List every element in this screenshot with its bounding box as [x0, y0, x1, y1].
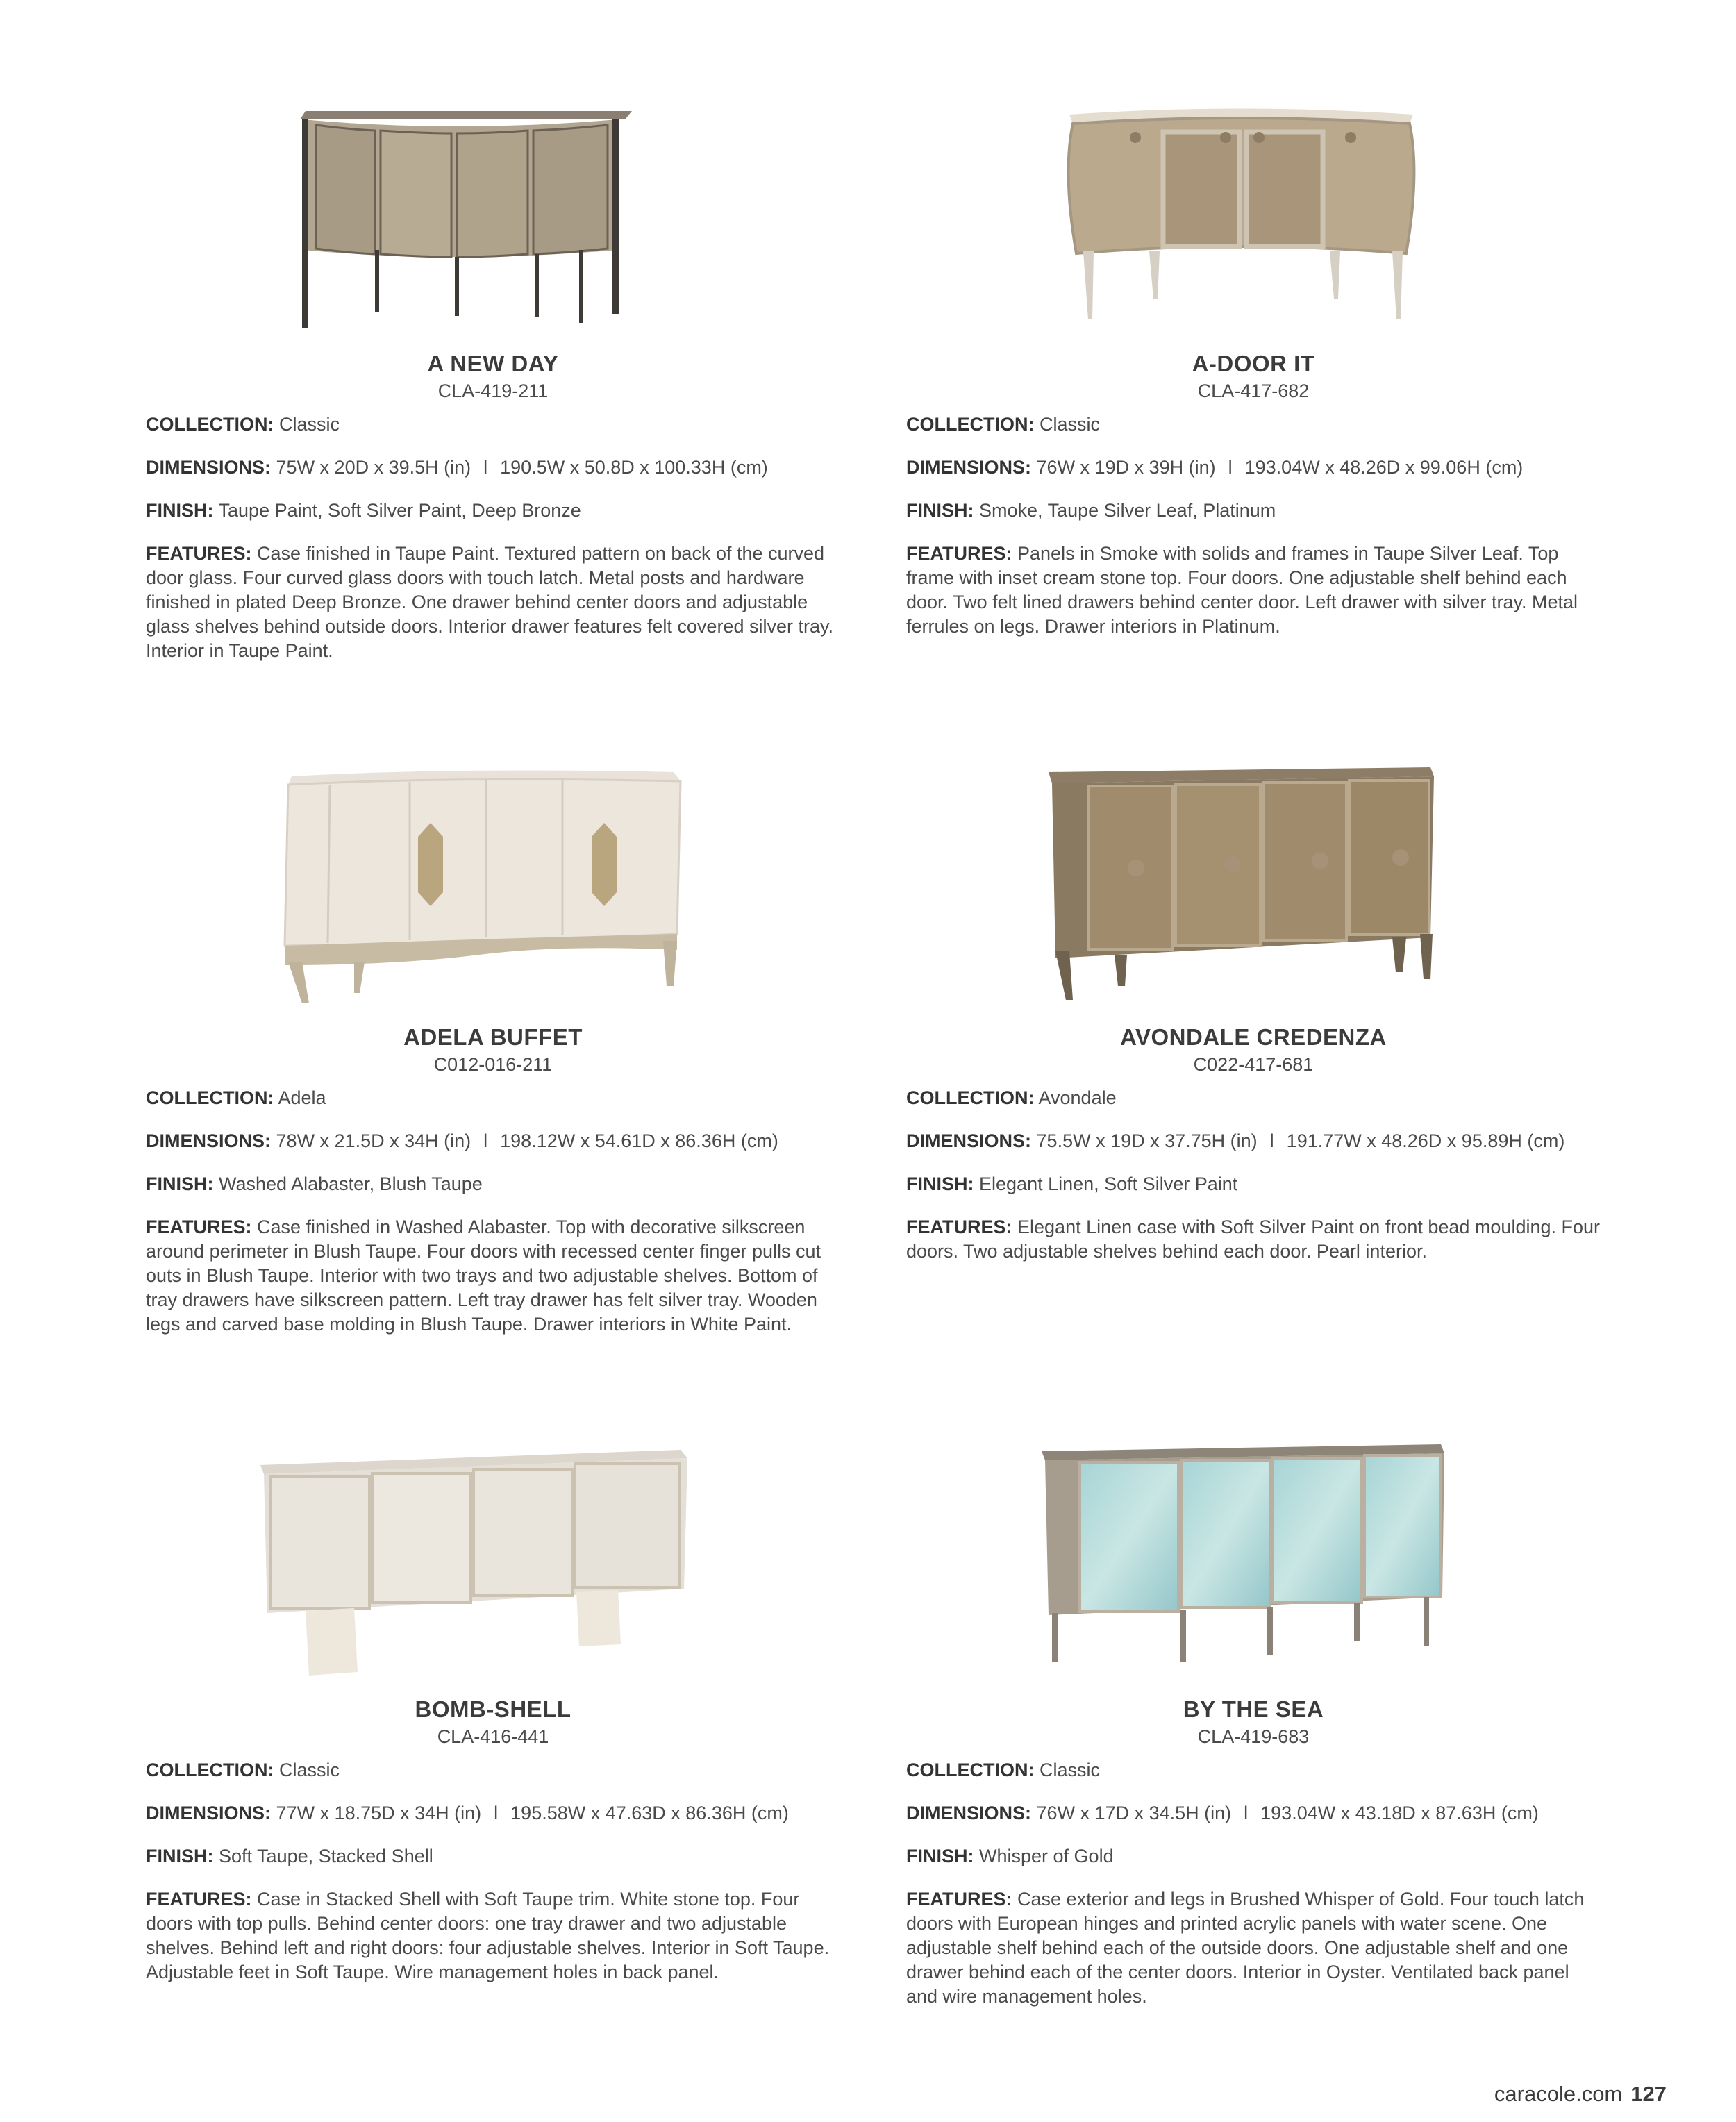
dimensions-line — [906, 1129, 1601, 1153]
finish-line — [146, 1844, 840, 1869]
features-text: Case exterior and legs in Brushed Whisper of Gold. Four touch latch doors with European hinges and printed acrylic panels with water scene. One adjustable shelf behind each of the outside doors. One adjustable shelf and one drawer behind each of the center doors. Interior in Oyster. Ventilated back panel and wire management holes. — [906, 1889, 1585, 2007]
page-number: 127 — [1630, 2082, 1667, 2106]
product-sku: C012-016-211 — [433, 1054, 553, 1075]
product-name: A NEW DAY — [427, 351, 559, 376]
finish-value: Washed Alabaster, Blush Taupe — [219, 1173, 483, 1194]
dimensions-inches: 76W x 19D x 39H (in) — [1036, 457, 1216, 478]
dimensions-label: DIMENSIONS: — [906, 1130, 1032, 1151]
product-sku: CLA-417-682 — [1197, 381, 1310, 401]
collection-line — [906, 412, 1601, 437]
dimensions-line — [906, 1801, 1601, 1826]
product-name: BY THE SEA — [1183, 1696, 1324, 1722]
product-name: A-DOOR IT — [1192, 351, 1315, 376]
dimensions-separator: l — [1269, 1130, 1274, 1151]
product-image — [146, 90, 840, 333]
finish-label: FINISH: — [146, 1173, 214, 1194]
features-text: Elegant Linen case with Soft Silver Paint on front bead moulding. Four doors. Two adjustable shelves behind each door. Pearl interior. — [906, 1217, 1601, 1262]
finish-value: Taupe Paint, Soft Silver Paint, Deep Bronze — [218, 500, 581, 521]
dimensions-cm: 191.77W x 48.26D x 95.89H (cm) — [1286, 1130, 1565, 1151]
sideboard-illustration — [906, 764, 1601, 1007]
dimensions-line — [146, 1129, 840, 1153]
dimensions-separator: l — [1228, 457, 1233, 478]
finish-value: Soft Taupe, Stacked Shell — [219, 1846, 433, 1866]
collection-line — [146, 1086, 840, 1110]
collection-line — [146, 1758, 840, 1782]
collection-value: Classic — [1040, 1760, 1101, 1780]
product-sku: C022-417-681 — [1193, 1054, 1314, 1075]
dimensions-label: DIMENSIONS: — [906, 1803, 1032, 1823]
finish-label: FINISH: — [146, 1846, 214, 1866]
features-label: FEATURES: — [146, 1889, 252, 1910]
dimensions-inches: 75.5W x 19D x 37.75H (in) — [1036, 1130, 1258, 1151]
collection-label: COLLECTION: — [906, 1760, 1035, 1780]
product-name: ADELA BUFFET — [403, 1024, 583, 1050]
product-card-avondale-credenza — [906, 764, 1601, 1264]
product-name: AVONDALE CREDENZA — [1120, 1024, 1387, 1050]
collection-line — [146, 412, 840, 437]
collection-value: Avondale — [1038, 1087, 1117, 1108]
features-text: Case finished in Taupe Paint. Textured pattern on back of the curved door glass. Four curved glass doors with touch latch. Metal posts and hardware finished in plated Deep Bronze. One drawer behind center doors and adjustable glass shelves behind outside doors. Interior drawer features felt covered silver tray. Interior in Taupe Paint. — [146, 543, 833, 661]
product-image — [906, 1436, 1601, 1679]
collection-label: COLLECTION: — [906, 414, 1035, 435]
product-image — [146, 764, 840, 1007]
dimensions-inches: 77W x 18.75D x 34H (in) — [276, 1803, 482, 1823]
dimensions-label: DIMENSIONS: — [146, 1803, 272, 1823]
features-label: FEATURES: — [146, 1217, 252, 1237]
dimensions-cm: 190.5W x 50.8D x 100.33H (cm) — [500, 457, 768, 478]
finish-label: FINISH: — [906, 1173, 974, 1194]
finish-line — [146, 1172, 840, 1196]
features-label: FEATURES: — [906, 1889, 1012, 1910]
features-label: FEATURES: — [906, 543, 1012, 564]
dimensions-separator: l — [483, 457, 488, 478]
features-paragraph — [906, 542, 1601, 639]
page-footer — [1494, 2082, 1667, 2107]
dimensions-separator: l — [1244, 1803, 1249, 1823]
dimensions-label: DIMENSIONS: — [146, 457, 272, 478]
dimensions-inches: 75W x 20D x 39.5H (in) — [276, 457, 471, 478]
dimensions-line — [906, 456, 1601, 480]
collection-value: Classic — [279, 1760, 340, 1780]
dimensions-separator: l — [483, 1130, 488, 1151]
sideboard-illustration — [906, 90, 1601, 333]
product-image — [906, 90, 1601, 333]
collection-line — [906, 1758, 1601, 1782]
features-paragraph — [906, 1215, 1601, 1264]
dimensions-cm: 195.58W x 47.63D x 86.36H (cm) — [510, 1803, 789, 1823]
dimensions-cm: 198.12W x 54.61D x 86.36H (cm) — [500, 1130, 778, 1151]
finish-label: FINISH: — [906, 500, 974, 521]
sideboard-illustration — [146, 90, 840, 333]
product-image — [906, 764, 1601, 1007]
dimensions-cm: 193.04W x 43.18D x 87.63H (cm) — [1260, 1803, 1539, 1823]
finish-line — [906, 1844, 1601, 1869]
product-card-by-the-sea — [906, 1436, 1601, 2009]
collection-label: COLLECTION: — [146, 1087, 274, 1108]
product-sku: CLA-419-683 — [1197, 1726, 1310, 1747]
product-image — [146, 1436, 840, 1679]
dimensions-inches: 76W x 17D x 34.5H (in) — [1036, 1803, 1232, 1823]
features-paragraph — [146, 1887, 840, 1985]
product-sku: CLA-416-441 — [437, 1726, 549, 1747]
sideboard-illustration — [146, 1436, 840, 1679]
collection-line — [906, 1086, 1601, 1110]
product-card-bomb-shell — [146, 1436, 840, 1985]
dimensions-line — [146, 456, 840, 480]
dimensions-line — [146, 1801, 840, 1826]
finish-value: Smoke, Taupe Silver Leaf, Platinum — [979, 500, 1276, 521]
dimensions-inches: 78W x 21.5D x 34H (in) — [276, 1130, 471, 1151]
product-card-a-door-it — [906, 90, 1601, 639]
dimensions-label: DIMENSIONS: — [906, 457, 1032, 478]
finish-line — [146, 499, 840, 523]
dimensions-cm: 193.04W x 48.26D x 99.06H (cm) — [1244, 457, 1524, 478]
finish-value: Whisper of Gold — [979, 1846, 1114, 1866]
dimensions-label: DIMENSIONS: — [146, 1130, 272, 1151]
product-name: BOMB-SHELL — [415, 1696, 571, 1722]
dimensions-separator: l — [494, 1803, 499, 1823]
finish-label: FINISH: — [146, 500, 214, 521]
finish-label: FINISH: — [906, 1846, 974, 1866]
collection-value: Classic — [1040, 414, 1101, 435]
product-sku: CLA-419-211 — [437, 381, 549, 401]
finish-value: Elegant Linen, Soft Silver Paint — [979, 1173, 1238, 1194]
product-card-a-new-day — [146, 90, 840, 663]
collection-value: Adela — [278, 1087, 326, 1108]
features-paragraph — [906, 1887, 1601, 2009]
sideboard-illustration — [906, 1436, 1601, 1679]
collection-value: Classic — [279, 414, 340, 435]
collection-label: COLLECTION: — [146, 414, 274, 435]
features-label: FEATURES: — [906, 1217, 1012, 1237]
footer-website[interactable]: caracole.com — [1494, 2082, 1623, 2106]
sideboard-illustration — [146, 764, 840, 1007]
features-text: Panels in Smoke with solids and frames in Taupe Silver Leaf. Top frame with inset cream stone top. Four doors. One adjustable shelf behind each door. Two felt lined drawers behind center door. Left drawer with silver tray. Metal ferrules on legs. Drawer interiors in Platinum. — [906, 543, 1578, 637]
product-card-adela-buffet — [146, 764, 840, 1337]
features-paragraph — [146, 542, 840, 663]
finish-line — [906, 1172, 1601, 1196]
collection-label: COLLECTION: — [146, 1760, 274, 1780]
collection-label: COLLECTION: — [906, 1087, 1035, 1108]
features-text: Case finished in Washed Alabaster. Top with decorative silkscreen around perimeter in Blush Taupe. Four doors with recessed center finger pulls cut outs in Blush Taupe. Interior with two trays and two adjustable shelves. Bottom of tray drawers have silkscreen pattern. Left tray drawer has felt silver tray. Wooden legs and carved base molding in Blush Taupe. Drawer interiors in White Paint. — [146, 1217, 821, 1335]
features-text: Case in Stacked Shell with Soft Taupe trim. White stone top. Four doors with top pulls. Behind center doors: one tray drawer and two adjustable shelves. Behind left and right doors: four adjustable shelves. Interior in Soft Taupe. Adjustable feet in Soft Taupe. Wire management holes in back panel. — [146, 1889, 830, 1982]
features-paragraph — [146, 1215, 840, 1337]
features-label: FEATURES: — [146, 543, 252, 564]
finish-line — [906, 499, 1601, 523]
